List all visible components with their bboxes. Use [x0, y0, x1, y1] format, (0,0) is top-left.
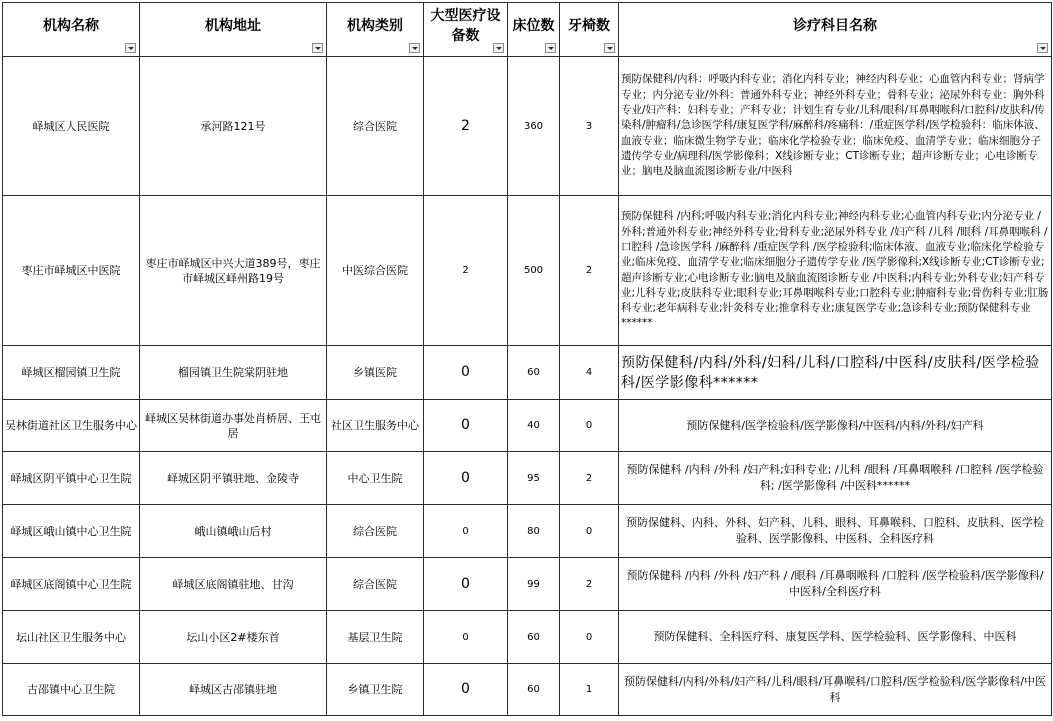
filter-dropdown-icon[interactable]	[409, 43, 420, 53]
cell-address[interactable]: 峨山镇峨山后村	[140, 505, 327, 558]
cell-beds[interactable]: 360	[508, 57, 560, 196]
table-row	[3, 452, 1052, 505]
cell-subjects[interactable]: 预防保健科 /内科 /外科 /妇产科;妇科专业; /儿科 /眼科 /耳鼻咽喉科 /口腔科 /医学检验科; /医学影像科 /中医科******	[619, 452, 1052, 505]
cell-dental-chairs[interactable]: 2	[560, 452, 619, 505]
column-header-beds: 床位数	[508, 3, 560, 57]
cell-subjects[interactable]: 预防保健科、全科医疗科、康复医学科、医学检验科、医学影像科、中医科	[619, 611, 1052, 664]
column-header-equipment: 大型医疗设备数	[424, 3, 508, 57]
cell-address[interactable]: 榴园镇卫生院棠阴驻地	[140, 346, 327, 400]
cell-subjects[interactable]: 预防保健科/内科：呼吸内科专业；消化内科专业；神经内科专业；心血管内科专业；肾病学专业；内分泌专业/外科：普通外科专业；神经外科专业；骨科专业；泌尿外科专业：胸外科专业/妇产科：妇科专业；产科专业；计划生育专业/儿科/眼科/耳鼻咽喉科/口腔科/皮肤科/传染科/肿瘤科/急诊医学科/康复医学科/麻醉科/疼痛科：/重症医学科/医学检验科：临床体液、血液专业；临床微生物学专业；临床化学检验专业；临床免疫、血清学专业；临床细胞分子遗传学专业/病理科/医学影像科；X线诊断专业；CT诊断专业；超声诊断专业；心电诊断专业；脑电及脑血流图诊断专业/中医科	[619, 57, 1052, 196]
cell-name[interactable]: 峄城区阴平镇中心卫生院	[3, 452, 140, 505]
cell-dental-chairs[interactable]: 0	[560, 400, 619, 452]
cell-name[interactable]: 峄城区榴园镇卫生院	[3, 346, 140, 400]
table-row	[3, 196, 1052, 346]
filter-dropdown-icon[interactable]	[493, 43, 504, 53]
cell-dental-chairs[interactable]: 4	[560, 346, 619, 400]
cell-name[interactable]: 枣庄市峄城区中医院	[3, 196, 140, 346]
cell-address[interactable]: 峄城区底阁镇驻地、甘沟	[140, 558, 327, 611]
cell-beds[interactable]: 60	[508, 611, 560, 664]
cell-address[interactable]: 峄城区古邵镇驻地	[140, 664, 327, 716]
cell-equipment[interactable]: 0	[424, 505, 508, 558]
column-header-dental-chairs: 牙椅数	[560, 3, 619, 57]
filter-dropdown-icon[interactable]	[125, 43, 136, 53]
cell-category[interactable]: 综合医院	[327, 57, 424, 196]
cell-name[interactable]: 峄城区底阁镇中心卫生院	[3, 558, 140, 611]
column-header-subjects: 诊疗科目名称	[619, 3, 1052, 57]
cell-address[interactable]: 峄城区阴平镇驻地、金陵寺	[140, 452, 327, 505]
filter-dropdown-icon[interactable]	[312, 43, 323, 53]
cell-beds[interactable]: 80	[508, 505, 560, 558]
cell-equipment[interactable]: 0	[424, 664, 508, 716]
institution-table	[2, 2, 1052, 716]
cell-equipment[interactable]: 2	[424, 196, 508, 346]
cell-category[interactable]: 综合医院	[327, 505, 424, 558]
table-row	[3, 558, 1052, 611]
cell-equipment[interactable]: 2	[424, 57, 508, 196]
column-header-category: 机构类别	[327, 3, 424, 57]
cell-equipment[interactable]: 0	[424, 611, 508, 664]
column-header-name: 机构名称	[3, 3, 140, 57]
cell-subjects[interactable]: 预防保健科、内科、外科、妇产科、儿科、眼科、耳鼻喉科、口腔科、皮肤科、医学检验科、医学影像科、中医科、全科医疗科	[619, 505, 1052, 558]
cell-subjects[interactable]: 预防保健科 /内科 /外科 /妇产科 / /眼科 /耳鼻咽喉科 /口腔科 /医学检验科/医学影像科/中医科/全科医疗科	[619, 558, 1052, 611]
table-row	[3, 664, 1052, 716]
table-row	[3, 505, 1052, 558]
cell-category[interactable]: 中医综合医院	[327, 196, 424, 346]
cell-name[interactable]: 峄城区峨山镇中心卫生院	[3, 505, 140, 558]
cell-category[interactable]: 中心卫生院	[327, 452, 424, 505]
cell-address[interactable]: 峄城区吴林街道办事处肖桥居、王屯居	[140, 400, 327, 452]
cell-name[interactable]: 古邵镇中心卫生院	[3, 664, 140, 716]
cell-beds[interactable]: 40	[508, 400, 560, 452]
cell-equipment[interactable]: 0	[424, 558, 508, 611]
table-row	[3, 400, 1052, 452]
filter-dropdown-icon[interactable]	[604, 43, 615, 53]
cell-beds[interactable]: 60	[508, 664, 560, 716]
cell-dental-chairs[interactable]: 2	[560, 558, 619, 611]
filter-dropdown-icon[interactable]	[545, 43, 556, 53]
table-row	[3, 611, 1052, 664]
cell-category[interactable]: 乡镇卫生院	[327, 664, 424, 716]
cell-subjects[interactable]: 预防保健科/内科/外科/妇科/儿科/口腔科/中医科/皮肤科/医学检验科/医学影像科******	[619, 346, 1052, 400]
cell-beds[interactable]: 99	[508, 558, 560, 611]
column-header-address: 机构地址	[140, 3, 327, 57]
cell-dental-chairs[interactable]: 0	[560, 505, 619, 558]
cell-address[interactable]: 坛山小区2#楼东首	[140, 611, 327, 664]
cell-equipment[interactable]: 0	[424, 346, 508, 400]
cell-address[interactable]: 枣庄市峄城区中兴大道389号，枣庄市峄城区峄州路19号	[140, 196, 327, 346]
cell-dental-chairs[interactable]: 3	[560, 57, 619, 196]
cell-category[interactable]: 基层卫生院	[327, 611, 424, 664]
filter-dropdown-icon[interactable]	[1037, 43, 1048, 53]
header-row	[3, 3, 1052, 57]
table-row	[3, 57, 1052, 196]
cell-beds[interactable]: 95	[508, 452, 560, 505]
cell-name[interactable]: 峄城区人民医院	[3, 57, 140, 196]
cell-dental-chairs[interactable]: 0	[560, 611, 619, 664]
cell-category[interactable]: 乡镇医院	[327, 346, 424, 400]
cell-subjects[interactable]: 预防保健科/医学检验科/医学影像科/中医科/内科/外科/妇产科	[619, 400, 1052, 452]
cell-category[interactable]: 综合医院	[327, 558, 424, 611]
cell-dental-chairs[interactable]: 2	[560, 196, 619, 346]
cell-equipment[interactable]: 0	[424, 400, 508, 452]
cell-name[interactable]: 吴林街道社区卫生服务中心	[3, 400, 140, 452]
cell-beds[interactable]: 500	[508, 196, 560, 346]
cell-category[interactable]: 社区卫生服务中心	[327, 400, 424, 452]
cell-beds[interactable]: 60	[508, 346, 560, 400]
cell-dental-chairs[interactable]: 1	[560, 664, 619, 716]
table-row	[3, 346, 1052, 400]
cell-name[interactable]: 坛山社区卫生服务中心	[3, 611, 140, 664]
cell-subjects[interactable]: 预防保健科 /内科;呼吸内科专业;消化内科专业;神经内科专业;心血管内科专业;内分泌专业 /外科;普通外科专业;神经外科专业;骨科专业;泌尿外科专业 /妇产科 /儿科 /眼科 /耳鼻咽喉科 /口腔科 /急诊医学科 /麻醉科 /重症医学科 /医学检验科;临床体液、血液专业;临床化学检验专业;临床免疫、血清学专业;临床细胞分子遗传学专业 /医学影像科;X线诊断专业;CT诊断专业;超声诊断专业;心电诊断专业;脑电及脑血流图诊断专业 /中医科;内科专业;外科专业;妇产科专业;儿科专业;皮肤科专业;眼科专业;耳鼻咽喉科专业;口腔科专业;肿瘤科专业;骨伤科专业;肛肠科专业;老年病科专业;针灸科专业;推拿科专业;康复医学专业;急诊科专业;预防保健科专业******	[619, 196, 1052, 346]
cell-equipment[interactable]: 0	[424, 452, 508, 505]
cell-address[interactable]: 承河路121号	[140, 57, 327, 196]
cell-subjects[interactable]: 预防保健科/内科/外科/妇产科/儿科/眼科/耳鼻喉科/口腔科/医学检验科/医学影像科/中医科	[619, 664, 1052, 716]
